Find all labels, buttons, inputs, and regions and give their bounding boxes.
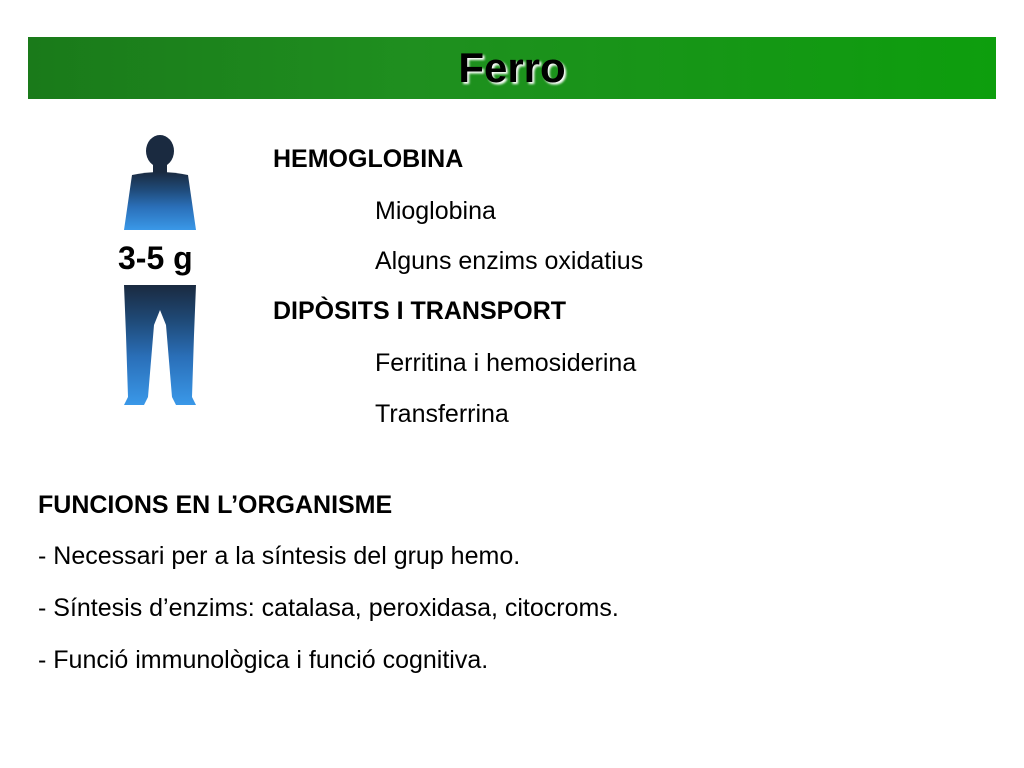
category-heading-hemoglobina: HEMOGLOBINA bbox=[273, 145, 464, 173]
function-item: - Funció immunològica i funció cognitiva. bbox=[38, 646, 489, 674]
function-item: - Síntesis d’enzims: catalasa, peroxidasa, citocroms. bbox=[38, 594, 619, 622]
list-item: Transferrina bbox=[375, 400, 509, 428]
category-heading-diposits: DIPÒSITS I TRANSPORT bbox=[273, 297, 567, 325]
functions-heading: FUNCIONS EN L’ORGANISME bbox=[38, 491, 393, 519]
list-item: Alguns enzims oxidatius bbox=[375, 247, 644, 275]
slide-title: Ferro bbox=[458, 44, 566, 91]
list-item: Ferritina i hemosiderina bbox=[375, 349, 637, 377]
iron-amount: 3-5 g bbox=[118, 240, 193, 276]
list-item: Mioglobina bbox=[375, 197, 496, 225]
function-item: - Necessari per a la síntesis del grup hemo. bbox=[38, 542, 521, 570]
title-bar bbox=[28, 37, 996, 99]
